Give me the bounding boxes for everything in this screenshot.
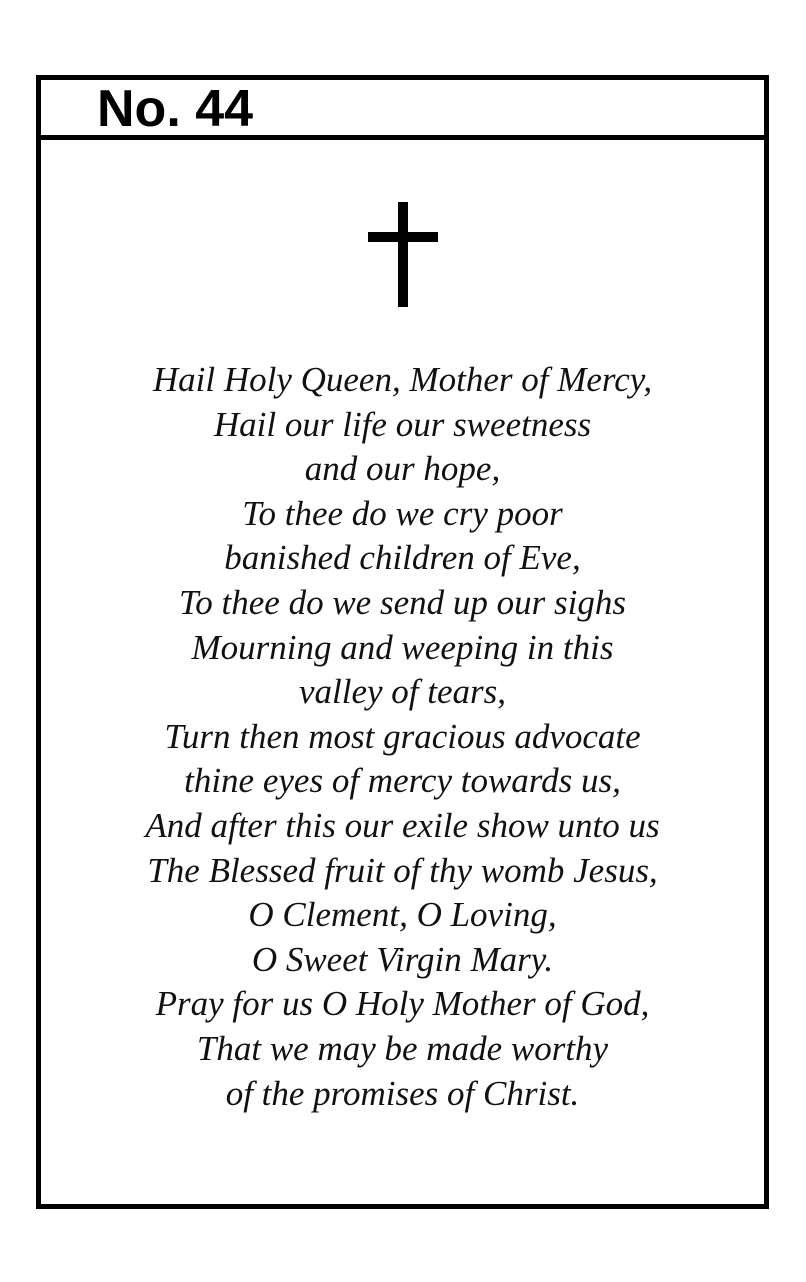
prayer-line: To thee do we cry poor [242, 493, 563, 533]
prayer-line: of the promises of Christ. [225, 1073, 580, 1113]
prayer-line: thine eyes of mercy towards us, [184, 761, 621, 801]
prayer-line: That we may be made worthy [196, 1028, 609, 1068]
prayer-line: O Clement, O Loving, [248, 895, 557, 935]
prayer-line: banished children of Eve, [224, 538, 581, 578]
cross-icon [368, 202, 438, 307]
prayer-line: Turn then most gracious advocate [164, 716, 641, 756]
prayer-line: valley of tears, [298, 672, 507, 712]
prayer-line: and our hope, [304, 449, 501, 489]
card-header [41, 80, 764, 140]
prayer-card [36, 75, 769, 1209]
prayer-line: The Blessed fruit of thy womb Jesus, [147, 850, 658, 890]
prayer-text [41, 358, 764, 1116]
cross-vertical-bar [398, 202, 408, 307]
card-number: No. 44 [97, 80, 254, 138]
prayer-line: Pray for us O Holy Mother of God, [155, 984, 650, 1024]
prayer-line: O Sweet Virgin Mary. [251, 939, 554, 979]
prayer-line: To thee do we send up our sighs [179, 582, 626, 622]
cross-horizontal-bar [368, 232, 438, 242]
prayer-line: Hail Holy Queen, Mother of Mercy, [152, 360, 653, 399]
prayer-line: And after this our exile show unto us [145, 805, 660, 845]
prayer-line: Hail our life our sweetness [213, 404, 592, 444]
prayer-line: Mourning and weeping in this [191, 627, 614, 667]
